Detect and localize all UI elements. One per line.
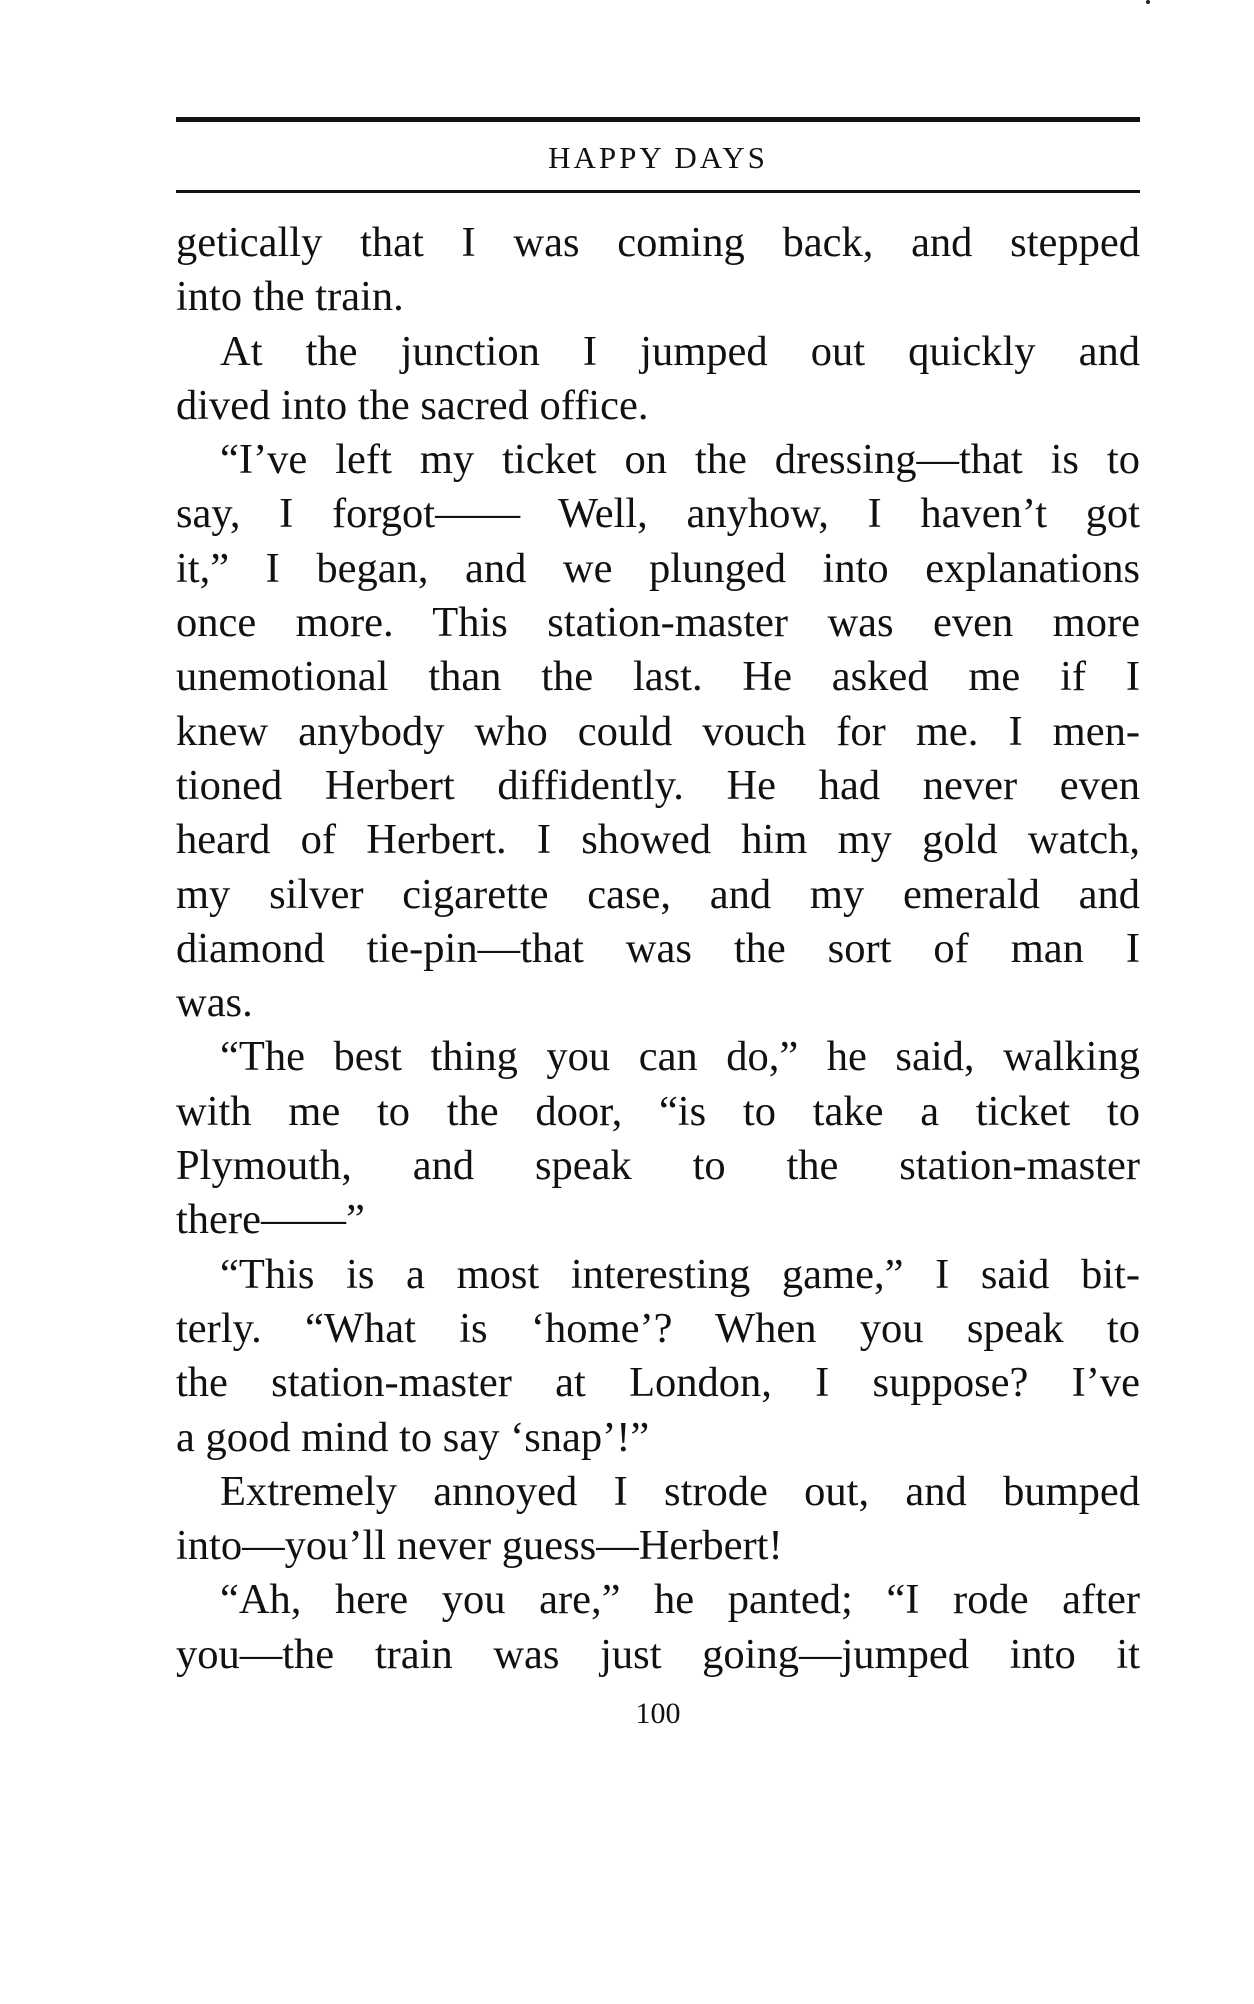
body-text: [176, 216, 1140, 1682]
header-top-rule: [176, 117, 1140, 122]
text-line: “This is a most interesting game,” I said bit-: [220, 1250, 1140, 1298]
page-number: 100: [635, 1697, 681, 1730]
text-line: “I’ve left my ticket on the dressing—that is to: [220, 436, 1140, 484]
text-line: tioned Herbert diffidently. He had never even: [176, 761, 1140, 809]
text-line: getically that I was coming back, and stepped: [176, 219, 1140, 266]
text-line: into—you’ll never guess—Herbert!: [176, 1522, 783, 1570]
text-line: unemotional than the last. He asked me if I: [176, 653, 1140, 701]
scan-speck: [1146, 0, 1150, 4]
text-line: a good mind to say ‘snap’!”: [176, 1413, 650, 1461]
text-line: there——”: [176, 1196, 365, 1244]
text-line: At the junction I jumped out quickly and: [220, 327, 1140, 375]
text-line: was.: [176, 979, 253, 1027]
text-line: dived into the sacred office.: [176, 381, 649, 429]
text-line: once more. This station-master was even more: [176, 599, 1140, 647]
text-line: “Ah, here you are,” he panted; “I rode after: [220, 1576, 1140, 1624]
text-line: it,” I began, and we plunged into explanations: [176, 544, 1140, 592]
text-line: knew anybody who could vouch for me. I men-: [176, 707, 1140, 755]
text-line: Plymouth, and speak to the station-master: [176, 1142, 1140, 1190]
text-line: diamond tie-pin—that was the sort of man I: [176, 924, 1140, 972]
header-bottom-rule: [176, 190, 1140, 193]
text-line: my silver cigarette case, and my emerald and: [176, 870, 1140, 918]
text-line: say, I forgot—— Well, anyhow, I haven’t got: [176, 490, 1140, 538]
text-line: the station-master at London, I suppose? I’ve: [176, 1359, 1140, 1407]
text-line: into the train.: [176, 273, 404, 321]
text-line: Extremely annoyed I strode out, and bumped: [220, 1467, 1140, 1515]
text-line: “The best thing you can do,” he said, walking: [220, 1033, 1140, 1081]
text-line: terly. “What is ‘home’? When you speak to: [176, 1304, 1140, 1352]
running-head: HAPPY DAYS: [548, 140, 768, 175]
text-line: with me to the door, “is to take a ticket to: [176, 1087, 1140, 1135]
text-line: heard of Herbert. I showed him my gold watch,: [176, 816, 1140, 864]
text-line: you—the train was just going—jumped into it: [176, 1630, 1140, 1678]
